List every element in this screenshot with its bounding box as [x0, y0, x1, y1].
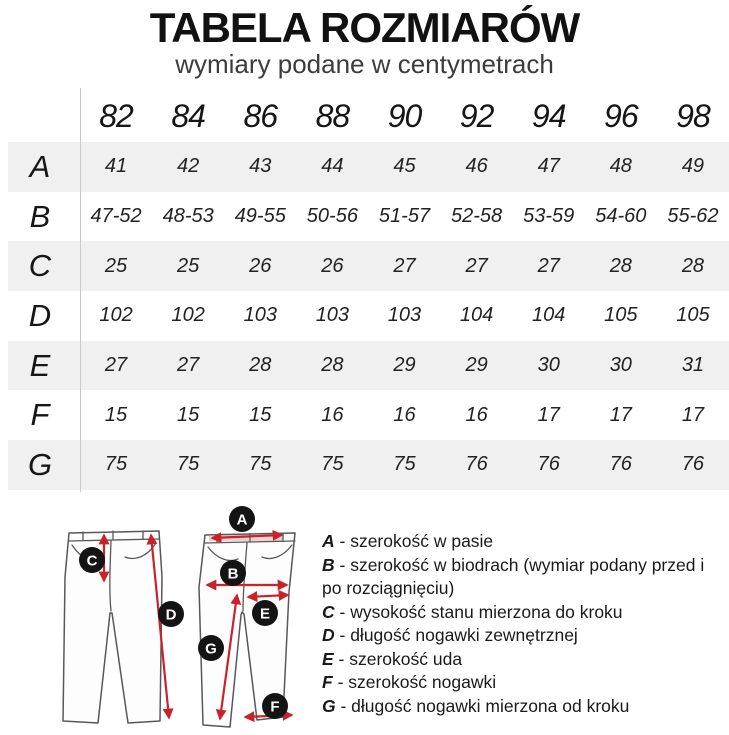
value-cell: 27	[177, 354, 200, 377]
value-cell: 42	[177, 155, 200, 178]
value-cell: 43	[249, 155, 272, 178]
value-cell: 53-59	[523, 205, 575, 228]
table-row-e	[0, 341, 729, 391]
value-cell: 76	[609, 453, 632, 476]
measurement-legend	[322, 530, 714, 718]
legend-letter: D	[322, 625, 335, 645]
table-row-f	[0, 390, 729, 440]
value-cell: 48	[609, 155, 632, 178]
row-label-e: E	[29, 347, 51, 383]
row-label-b: B	[29, 198, 51, 234]
value-cell: 51-57	[378, 205, 431, 228]
value-cell: 25	[177, 254, 200, 277]
value-cell: 104	[532, 304, 566, 327]
value-cell: 103	[387, 304, 422, 327]
value-cell: 41	[104, 155, 128, 178]
value-cell: 16	[465, 403, 488, 426]
row-label-c: C	[28, 248, 52, 284]
legend-letter: G	[322, 695, 336, 716]
legend-text: - szerokość w pasie	[334, 531, 494, 551]
legend-item-b	[322, 554, 714, 601]
value-cell: 75	[177, 453, 200, 476]
marker-letter-g: G	[205, 640, 217, 658]
value-cell: 47-52	[90, 205, 142, 228]
size-header-cell-82: 82	[99, 97, 133, 134]
legend-item-e	[322, 648, 714, 672]
value-cell: 52-58	[451, 205, 503, 228]
legend-letter: E	[322, 648, 334, 669]
value-cell: 27	[393, 254, 416, 277]
value-cell: 103	[315, 304, 350, 327]
value-cell: 15	[177, 403, 200, 426]
row-label-a: A	[29, 148, 51, 184]
value-cell: 30	[609, 354, 632, 377]
pants-front-outline	[63, 531, 162, 723]
table-row-d	[0, 291, 729, 341]
legend-letter: A	[322, 531, 335, 551]
legend-item-f	[322, 671, 714, 695]
value-cell: 105	[604, 304, 638, 327]
value-cell: 28	[249, 354, 272, 377]
marker-badge-c	[79, 547, 105, 573]
table-row-c	[0, 241, 729, 291]
marker-letter-b: B	[227, 565, 239, 583]
value-cell: 30	[537, 354, 560, 377]
value-cell: 28	[609, 254, 632, 277]
value-cell: 49	[681, 155, 705, 178]
value-cell: 28	[681, 254, 705, 277]
value-cell: 47	[537, 155, 560, 178]
value-cell: 26	[249, 254, 272, 277]
legend-letter: F	[322, 672, 333, 692]
page-subtitle: wymiary podane w centymetrach	[175, 49, 554, 79]
marker-badge-d	[158, 601, 184, 627]
marker-letter-d: D	[165, 606, 177, 624]
legend-item-c	[322, 601, 714, 625]
value-cell: 28	[321, 354, 344, 377]
legend-item-d	[322, 624, 714, 648]
value-cell: 49-55	[234, 205, 286, 228]
legend-text: - długość nogawki mierzona od kroku	[335, 695, 630, 716]
value-cell: 15	[104, 403, 128, 426]
marker-letter-f: F	[270, 698, 280, 716]
value-cell: 105	[676, 304, 710, 327]
legend-letter: B	[322, 554, 335, 575]
marker-badge-f	[262, 693, 288, 719]
legend-text: - szerokość nogawki	[332, 672, 497, 692]
table-column-divider	[80, 88, 81, 492]
value-cell: 75	[321, 453, 344, 476]
value-cell: 26	[321, 254, 344, 277]
value-cell: 76	[537, 453, 560, 476]
value-cell: 29	[393, 354, 416, 377]
value-cell: 17	[537, 403, 560, 426]
value-cell: 17	[681, 403, 705, 426]
value-cell: 104	[459, 304, 494, 327]
size-header-cell-88: 88	[315, 97, 350, 134]
table-left-margin	[0, 142, 8, 490]
value-cell: 76	[681, 453, 705, 476]
value-cell: 27	[537, 254, 560, 277]
legend-text: - szerokość uda	[333, 648, 463, 669]
value-cell: 76	[465, 453, 488, 476]
size-header-cell-94: 94	[531, 97, 566, 134]
table-header-row	[0, 90, 729, 142]
legend-item-a	[322, 530, 714, 554]
value-cell: 29	[465, 354, 488, 377]
marker-letter-c: C	[86, 552, 98, 570]
value-cell: 25	[104, 254, 128, 277]
size-header-cell-84: 84	[171, 97, 205, 134]
value-cell: 103	[243, 304, 277, 327]
value-cell: 15	[249, 403, 272, 426]
legend-text: - długość nogawki zewnętrznej	[334, 625, 578, 645]
value-cell: 75	[104, 453, 128, 476]
value-cell: 50-56	[306, 205, 358, 228]
size-header-cell-92: 92	[459, 97, 494, 134]
legend-text: - wysokość stanu mierzona do kroku	[334, 601, 623, 622]
row-label-d: D	[28, 297, 52, 333]
marker-badge-g	[198, 635, 224, 661]
legend-text: - szerokość w biodrach (wymiar podany przed i po rozciągnięciu)	[322, 554, 705, 598]
value-cell: 102	[99, 304, 133, 327]
value-cell: 75	[393, 453, 416, 476]
value-cell: 45	[393, 155, 416, 178]
value-cell: 27	[465, 254, 488, 277]
marker-letter-a: A	[236, 511, 248, 529]
row-label-f: F	[30, 397, 50, 433]
pants-measurement-diagram	[45, 497, 315, 735]
marker-badge-b	[220, 560, 246, 586]
table-row-a	[0, 142, 729, 192]
value-cell: 16	[321, 403, 344, 426]
size-header-cell-90: 90	[387, 97, 422, 134]
size-header-cell-98: 98	[676, 97, 710, 134]
value-cell: 48-53	[162, 205, 214, 228]
marker-badge-e	[252, 600, 278, 626]
row-label-g: G	[27, 446, 53, 482]
value-cell: 44	[321, 155, 344, 178]
value-cell: 75	[249, 453, 272, 476]
table-row-g	[0, 440, 729, 490]
legend-item-g	[322, 695, 714, 719]
size-table	[0, 90, 729, 490]
table-row-b	[0, 192, 729, 242]
value-cell: 16	[393, 403, 416, 426]
value-cell: 46	[465, 155, 488, 178]
value-cell: 31	[681, 354, 705, 377]
marker-letter-e: E	[259, 605, 271, 623]
size-header-cell-96: 96	[604, 97, 638, 134]
legend-letter: C	[322, 601, 335, 622]
page-title: TABELA ROZMIARÓW	[149, 4, 580, 51]
size-header-cell-86: 86	[243, 97, 278, 134]
value-cell: 102	[171, 304, 205, 327]
value-cell: 17	[609, 403, 632, 426]
value-cell: 54-60	[595, 205, 647, 228]
value-cell: 55-62	[667, 205, 719, 228]
value-cell: 27	[104, 354, 128, 377]
marker-badge-a	[229, 506, 255, 532]
